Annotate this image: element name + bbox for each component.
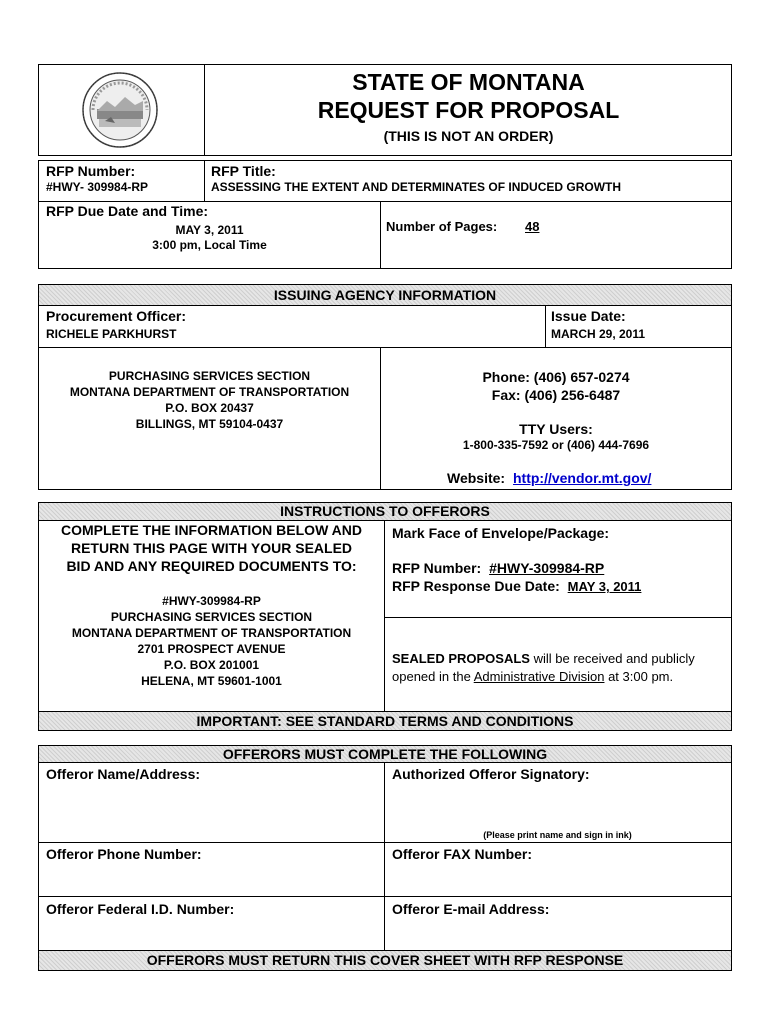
signatory-label: Authorized Offeror Signatory: [392,766,590,782]
header-box [38,64,732,156]
rfp-number-value: #HWY- 309984-RP [46,180,149,194]
state-seal-icon [81,71,159,149]
agency-address: PURCHASING SERVICES SECTION MONTANA DEPARTMENT OF TRANSPORTATION P.O. BOX 20437 BILLINGS, MT 59104-0437 [69,369,350,431]
agency-heading: ISSUING AGENCY INFORMATION [273,287,497,303]
signatory-field[interactable] [388,784,728,828]
instructions-box [38,502,732,731]
issue-date-value: MARCH 29, 2011 [551,327,646,341]
pages-value: 48 [525,219,540,234]
offeror-name-label: Offeror Name/Address: [46,766,201,782]
sealed-proposals-text: SEALED PROPOSALS will be received and publicly opened in the Administrative Division at 3:00 pm. [392,651,695,684]
officer-name: RICHELE PARKHURST [46,327,177,341]
page-subtitle: (THIS IS NOT AN ORDER) [383,128,554,144]
mark-envelope-label: Mark Face of Envelope/Package: [392,525,610,541]
mark-rfp-number: RFP Number: #HWY-309984-RP [392,560,605,576]
offeror-name-field[interactable] [43,784,381,840]
rfp-info-box [38,160,732,269]
rfp-title-value: ASSESSING THE EXTENT AND DETERMINATES OF INDUCED GROWTH [211,180,622,194]
website-row [447,470,651,486]
offeror-fax-field[interactable] [388,864,728,894]
agency-box [38,284,732,490]
officer-label: Procurement Officer: [46,308,187,324]
website-label: Website: [447,470,506,486]
offeror-fax-label: Offeror FAX Number: [392,846,533,862]
instructions-heading: INSTRUCTIONS TO OFFERORS [280,503,490,519]
offeror-federal-id-field[interactable] [43,919,381,948]
offerors-box [38,745,732,971]
offeror-email-label: Offeror E-mail Address: [392,901,550,917]
rfp-due-time: 3:00 pm, Local Time [152,238,267,252]
rfp-due-date: MAY 3, 2011 [175,223,244,237]
offeror-phone-label: Offeror Phone Number: [46,846,202,862]
website-link[interactable]: http://vendor.mt.gov/ [512,470,652,486]
rfp-title-label: RFP Title: [211,163,276,179]
complete-instructions: COMPLETE THE INFORMATION BELOW AND RETURN THIS PAGE WITH YOUR SEALED BID AND ANY REQUIRED DOCUMENTS TO: [61,522,362,574]
signatory-note: (Please print name and sign in ink) [483,830,632,840]
return-address: #HWY-309984-RP PURCHASING SERVICES SECTION MONTANA DEPARTMENT OF TRANSPORTATION 2701 PROSPECT AVENUE P.O. BOX 201001 HELENA, MT 59601-1001 [71,594,352,688]
return-cover-sheet-notice: OFFERORS MUST RETURN THIS COVER SHEET WITH RFP RESPONSE [146,952,624,968]
agency-fax: Fax: (406) 256-6487 [491,387,621,403]
rfp-number-label: RFP Number: [46,163,136,179]
tty-numbers: 1-800-335-7592 or (406) 444-7696 [462,438,650,452]
offeror-federal-id-label: Offeror Federal I.D. Number: [46,901,235,917]
rfp-due-label: RFP Due Date and Time: [46,203,209,219]
agency-phone: Phone: (406) 657-0274 [482,369,630,385]
pages-label: Number of Pages: [386,219,498,234]
offeror-email-field[interactable] [388,919,728,948]
important-notice: IMPORTANT: SEE STANDARD TERMS AND CONDITIONS [196,713,574,729]
offerors-heading: OFFERORS MUST COMPLETE THE FOLLOWING [222,746,548,762]
issue-date-label: Issue Date: [551,308,626,324]
mark-due-date: RFP Response Due Date: MAY 3, 2011 [392,578,642,594]
page-title: STATE OF MONTANA REQUEST FOR PROPOSAL [317,69,620,123]
offeror-phone-field[interactable] [43,864,381,894]
tty-label: TTY Users: [519,421,593,437]
